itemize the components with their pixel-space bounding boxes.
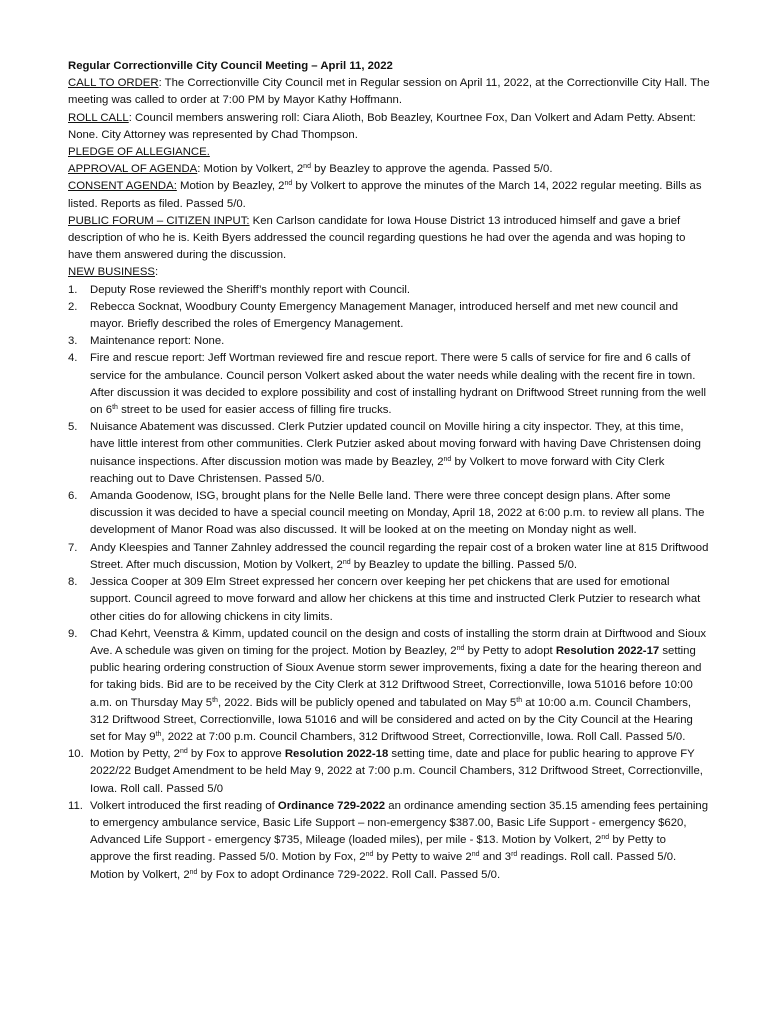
list-item-number: 3. [68, 335, 78, 348]
consent-sup: nd [284, 180, 293, 188]
new-business-colon: : [154, 266, 159, 279]
list-item-text: setting time, date and place for public hearing to approve FY 2022/22 Budget Amendment to be held May 9, 2022 at 7:00 p.m. Council Chambers, 312 Driftwood Street, Correctionville, Iowa. Roll call. Passed 5/0 [90, 748, 703, 795]
list-item-sup: nd [189, 868, 198, 876]
list-item-text: Nuisance Abatement was discussed. Clerk Putzier updated council on Moville hiring a city inspector. They, at this time, have little interest from other communities. Clerk Putzier asked about moving forward with having Dave Christensen doing nuisance inspections. After discussion motion was made by Beazley, 2 [90, 421, 701, 468]
public-forum-label: PUBLIC FORUM – CITIZEN INPUT: [68, 214, 250, 227]
approval-text-a: : Motion by Volkert, 2 [197, 163, 304, 176]
resolution-2022-17: Resolution 2022-17 [555, 644, 660, 657]
list-item-sup: rd [511, 851, 518, 859]
approval-sup: nd [303, 163, 311, 171]
new-business-heading [68, 264, 710, 281]
list-item-text: Amanda Goodenow, ISG, brought plans for the Nelle Belle land. There were three concept design plans. After some discussion it was decided to have a special council meeting on Monday, April 18, 2022 at 6:00 p.m. to review all plans. The development of Manor Road was also discussed. It will be looked at on the meeting on Monday night as well. [90, 490, 705, 537]
list-item-text: and 3 [479, 851, 512, 864]
call-to-order-text: : The Correctionville City Council met in Regular session on April 11, 2022, at the Correctionville City Hall. The meeting was called to order at 7:00 PM by Mayor Kathy Hoffmann. [68, 77, 710, 107]
list-item-number: 11. [68, 799, 83, 812]
list-item-text: , 2022. Bids will be publicly opened and tabulated on May 5 [217, 696, 517, 709]
list-item-sup: th [112, 404, 118, 412]
consent-label: CONSENT AGENDA: [68, 180, 177, 193]
roll-call-label: ROLL CALL [68, 111, 129, 124]
pledge-label: PLEDGE OF ALLEGIANCE. [68, 146, 210, 159]
list-item-text: Motion by Petty, 2 [90, 748, 180, 761]
list-item-sup: th [516, 696, 523, 704]
new-business-label: NEW BUSINESS [68, 266, 155, 279]
list-item [68, 333, 710, 350]
list-item-sup: th [155, 730, 162, 738]
approval-label: APPROVAL OF AGENDA [68, 163, 198, 176]
list-item-text: Chad Kehrt, Veenstra & Kimm, updated council on the design and costs of installing the storm drain at Dirftwood and Sioux Ave. A schedule was given on timing for the project. Motion by Beazley, 2 [90, 627, 707, 657]
roll-call-section [68, 110, 710, 144]
call-to-order-section [68, 75, 710, 109]
list-item [68, 798, 710, 884]
list-item-text: by Fox to adopt Ordinance 729-2022. Roll Call. Passed 5/0. [197, 868, 501, 881]
list-item [68, 540, 710, 574]
list-item-text: Volkert introduced the first reading of [90, 799, 278, 812]
list-item-sup: nd [456, 644, 465, 652]
list-item-sup: nd [179, 748, 188, 756]
list-item [68, 350, 710, 419]
consent-text-b: by Volkert to approve the minutes of the March 14, 2022 regular meeting. Bills as listed. Reports as filed. Passed 5/0. [68, 180, 702, 210]
list-item-text: by Volkert to move forward with City Clerk reaching out to Dave Christensen. Passed 5/0. [90, 455, 665, 485]
document-title: Regular Correctionville City Council Meeting – April 11, 2022 [68, 60, 393, 72]
list-item-number: 10. [68, 748, 84, 761]
call-to-order-label: CALL TO ORDER [68, 77, 159, 90]
consent-agenda-section [68, 178, 710, 212]
list-item-text: Fire and rescue report: Jeff Wortman reviewed fire and rescue report. There were 5 calls of service for fire and 6 calls of service for the ambulance. Council person Volkert asked about the water needs while dealing with the recent fire in town. After discussion it was decided to explore possibility and cost of installing hydrant on Driftwood Street running from the well on 6 [90, 352, 707, 417]
list-item-number: 5. [68, 421, 78, 434]
meeting-minutes-document [68, 58, 710, 884]
list-item-number: 4. [68, 352, 78, 365]
list-item-text: by Fox to approve [187, 748, 285, 761]
list-item-sup: nd [365, 851, 374, 859]
list-item [68, 419, 710, 488]
roll-call-text: : Council members answering roll: Ciara Alioth, Bob Beazley, Kourtnee Fox, Dan Volkert and Adam Petty. Absent: None. City Attorney was represented by Chad Thompson. [68, 111, 696, 141]
list-item-text: Maintenance report: None. [90, 335, 225, 348]
list-item-text: street to be used for easier access of filling fire trucks. [117, 404, 392, 417]
list-item [68, 299, 710, 333]
consent-text-a: Motion by Beazley, 2 [176, 180, 285, 193]
new-business-list [68, 282, 710, 884]
list-item-text: Andy Kleespies and Tanner Zahnley addressed the council regarding the repair cost of a broken water line at 815 Driftwood Street. After much discussion, Motion by Volkert, 2 [90, 541, 709, 571]
pledge-section [68, 144, 710, 161]
ordinance-729-2022: Ordinance 729-2022 [277, 799, 386, 812]
list-item-sup: nd [342, 558, 351, 566]
list-item-text: Deputy Rose reviewed the Sheriff’s monthly report with Council. [90, 283, 411, 296]
list-item [68, 626, 710, 746]
list-item-sup: nd [471, 851, 480, 859]
public-forum-section [68, 213, 710, 265]
list-item-number: 1. [68, 283, 78, 296]
approval-of-agenda-section [68, 161, 710, 178]
list-item-text: Jessica Cooper at 309 Elm Street expressed her concern over keeping her pet chickens that are used for emotional support. Council agreed to move forward and allow her chickens at this time and instructed Clerk Putzier to research what other cities do for allowing chickens in city limits. [90, 576, 701, 623]
list-item-sup: nd [443, 455, 452, 463]
approval-text-b: by Beazley to approve the agenda. Passed 5/0. [310, 163, 553, 176]
public-forum-text: Ken Carlson candidate for Iowa House District 13 introduced himself and gave a brief description of who he is. Keith Byers addressed the council regarding questions he had over the agenda and was hoping to have them answered during the discussion. [68, 214, 686, 262]
list-item-number: 2. [68, 300, 78, 313]
list-item-sup: th [212, 696, 218, 704]
list-item-sup: nd [601, 834, 610, 842]
list-item-text: an ordinance amending section 35.15 amending fees pertaining to emergency ambulance service, Basic Life Support – non-emergency $387.00, Basic Life Support - emergency $620, Advanced Life Support - emergency $735, Mileage (loaded miles), per mile - $13. Motion by Volkert, 2 [90, 799, 709, 847]
list-item-text: , 2022 at 7:00 p.m. Council Chambers, 312 Driftwood Street, Correctionville, Iowa. Roll Call. Passed 5/0. [161, 730, 686, 743]
list-item [68, 488, 710, 540]
list-item-text: setting public hearing ordering construction of Sioux Avenue storm sewer improvements, fixing a date for the hearing thereon and for taking bids. Bid are to be received by the City Clerk at 312 Driftwood Street, Correctionville, Iowa 51016 before 10:00 a.m. on Thursday May 5 [90, 644, 702, 709]
list-item [68, 574, 710, 626]
list-item-text: by Petty to approve the first reading. Passed 5/0. Motion by Fox, 2 [90, 834, 666, 864]
list-item-number: 9. [68, 627, 78, 640]
list-item [68, 746, 710, 798]
list-item-text: readings. Roll call. Passed 5/0. Motion by Volkert, 2 [90, 851, 677, 881]
list-item-text: by Petty to adopt [464, 644, 556, 657]
list-item-text: by Petty to waive 2 [373, 851, 472, 864]
list-item-text: at 10:00 a.m. Council Chambers, 312 Driftwood Street, Correctionville, Iowa 51016 and will be considered and acted on by the City Council at the Hearing set for May 9 [90, 696, 693, 743]
list-item-number: 7. [68, 541, 78, 554]
resolution-2022-18: Resolution 2022-18 [284, 748, 389, 761]
list-item-number: 8. [68, 576, 78, 589]
list-item-text: by Beazley to update the billing. Passed 5/0. [350, 558, 578, 571]
list-item-number: 6. [68, 490, 78, 503]
list-item [68, 282, 710, 299]
list-item-text: Rebecca Socknat, Woodbury County Emergency Management Manager, introduced herself and met new council and mayor. Briefly described the roles of Emergency Management. [90, 300, 679, 331]
